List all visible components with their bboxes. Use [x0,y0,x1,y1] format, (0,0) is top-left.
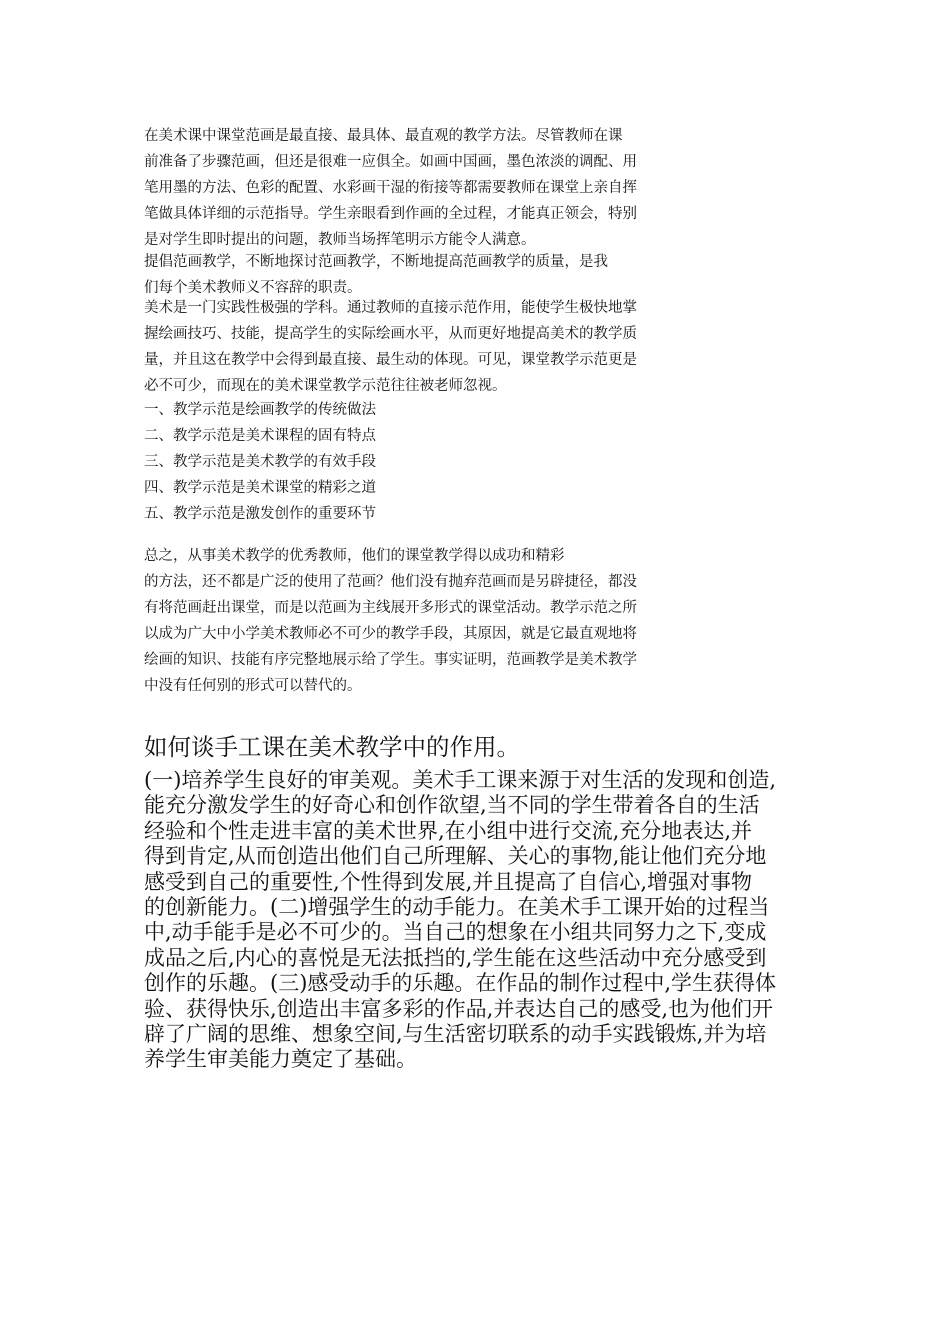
text-line: 辟了广阔的思维、想象空间,与生活密切联系的动手实践锻炼,并为培 [144,1021,767,1046]
text-line: (一)培养学生良好的审美观。美术手工课来源于对生活的发现和创造, [144,768,777,792]
text-line: 前准备了步骤范画，但还是很难一应俱全。如画中国画，墨色浓淡的调配、用 [144,154,637,170]
text-line: 笔做具体详细的示范指导。学生亲眼看到作画的全过程，才能真正领会，特别 [144,206,637,222]
outline-list [144,397,744,527]
text-line: 的创新能力。(二)增强学生的动手能力。在美术手工课开始的过程当 [144,894,770,919]
text-line: 总之，从事美术教学的优秀教师，他们的课堂教学得以成功和精彩 [144,548,565,564]
text-line: 经验和个性走进丰富的美术世界,在小组中进行交流,充分地表达,并 [144,818,753,843]
outline-item: 三、教学示范是美术教学的有效手段 [144,454,376,470]
outline-item: 二、教学示范是美术课程的固有特点 [144,428,376,444]
text-line: 握绘画技巧、技能，提高学生的实际绘画水平，从而更好地提高美术的教学质 [144,326,637,342]
text-line: 美术是一门实践性极强的学科。通过教师的直接示范作用，能使学生极快地掌 [144,300,637,316]
text-line: 们每个美术教师义不容辞的职责。 [144,280,362,296]
text-line: 绘画的知识、技能有序完整地展示给了学生。事实证明，范画教学是美术教学 [144,652,637,668]
text-line: 中,动手能手是必不可少的。当自己的想象在小组共同努力之下,变成 [144,920,767,945]
outline-item: 一、教学示范是绘画教学的传统做法 [144,402,376,418]
paragraph-practical-subject [144,295,744,399]
text-line: 有将范画赶出课堂，而是以范画为主线展开多形式的课堂活动。教学示范之所 [144,600,637,616]
text-line: 能充分激发学生的好奇心和创作欲望,当不同的学生带着各自的生活 [144,793,760,818]
text-line: 是对学生即时提出的问题，教师当场挥笔明示方能令人满意。 [144,232,536,248]
outline-item: 五、教学示范是激发创作的重要环节 [144,506,376,522]
outline-item: 四、教学示范是美术课堂的精彩之道 [144,480,376,496]
text-line: 量，并且这在教学中会得到最直接、最生动的体现。可见，课堂教学示范更是 [144,352,637,368]
text-line: 得到肯定,从而创造出他们自己所理解、关心的事物,能让他们充分地 [144,844,767,869]
text-line: 创作的乐趣。(三)感受动手的乐趣。在作品的制作过程中,学生获得体 [144,971,777,996]
text-line: 在美术课中课堂范画是最直接、最具体、最直观的教学方法。尽管教师在课 [144,128,623,144]
text-line: 成品之后,内心的喜悦是无法抵挡的,学生能在这些活动中充分感受到 [144,945,767,970]
text-line: 验、获得快乐,创造出丰富多彩的作品,并表达自己的感受,也为他们开 [144,996,774,1021]
text-line: 中没有任何别的形式可以替代的。 [144,678,362,694]
text-line: 的方法，还不都是广泛的使用了范画？他们没有抛弃范画而是另辟捷径，都没 [144,574,637,590]
text-line: 养学生审美能力奠定了基础。 [144,1047,417,1072]
text-line: 以成为广大中小学美术教师必不可少的教学手段，其原因，就是它最直观地将 [144,626,637,642]
text-line: 提倡范画教学，不断地探讨范画教学，不断地提高范画教学的质量，是我 [144,254,608,270]
section-title: 如何谈手工课在美术教学中的作用。 [144,733,520,761]
text-line: 感受到自己的重要性,个性得到发展,并且提高了自信心,增强对事物 [144,869,753,894]
paragraph-advocate-fanhua [144,249,744,301]
paragraph-handcraft-role [144,768,824,1073]
paragraph-conclusion [144,543,744,699]
paragraph-demonstration-method [144,123,744,253]
text-line: 笔用墨的方法、色彩的配置、水彩画干湿的衔接等都需要教师在课堂上亲自挥 [144,180,637,196]
text-line: 必不可少，而现在的美术课堂教学示范往往被老师忽视。 [144,378,507,394]
